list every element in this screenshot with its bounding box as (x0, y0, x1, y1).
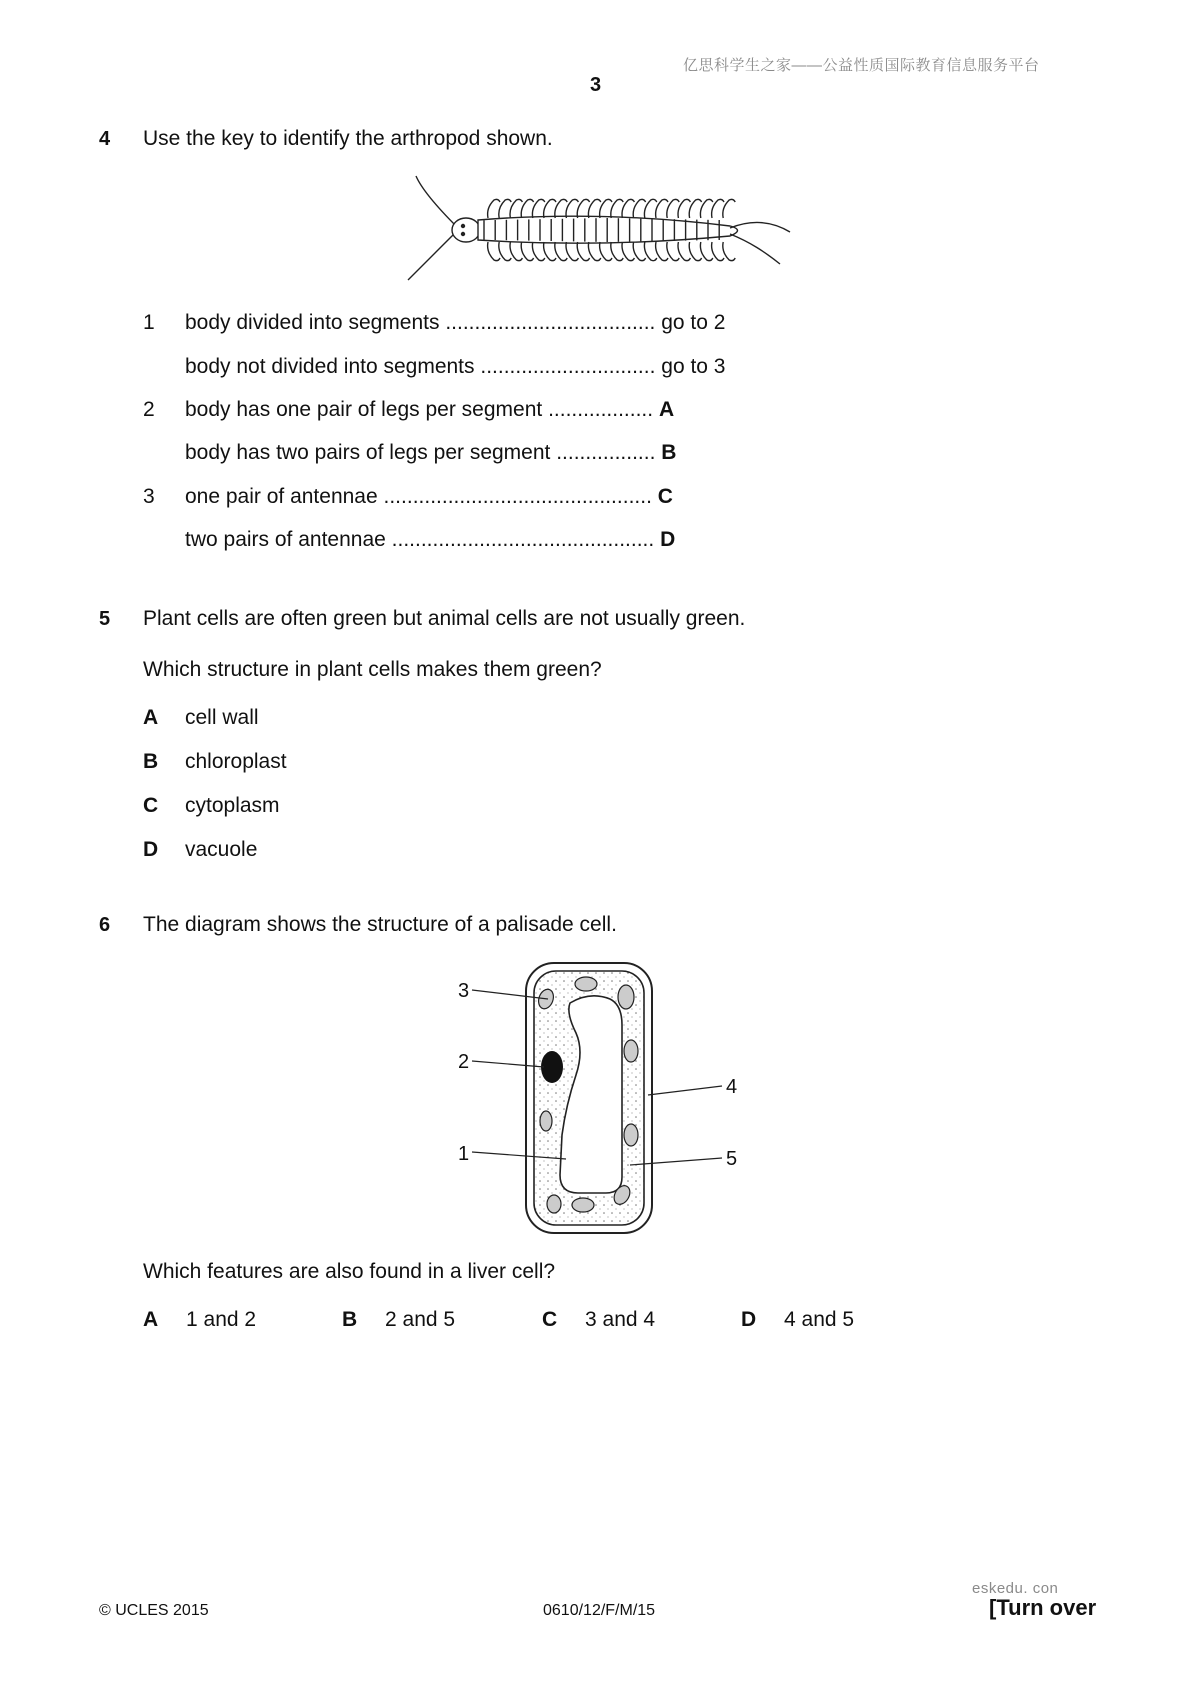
key-result: D (660, 528, 676, 551)
key-row-text (185, 398, 674, 422)
palisade-cell-diagram (450, 955, 750, 1240)
label-3: 3 (458, 980, 470, 1002)
label-5: 5 (726, 1148, 738, 1170)
key-leader-dots: ............................................. (391, 528, 655, 551)
q6-option-b-text: 2 and 5 (385, 1308, 456, 1331)
key-description: two pairs of antennae (185, 528, 386, 551)
key-result: go to 3 (661, 355, 726, 378)
q5-option-a-text: cell wall (185, 706, 259, 729)
q6-option-a-text: 1 and 2 (186, 1308, 257, 1331)
label-2: 2 (458, 1051, 470, 1073)
key-result: go to 2 (661, 311, 726, 334)
key-description: body has two pairs of legs per segment (185, 441, 551, 464)
q6-number: 6 (99, 914, 111, 936)
label-4: 4 (726, 1076, 738, 1098)
key-leader-dots: .................. (548, 398, 654, 421)
key-description: body not divided into segments (185, 355, 475, 378)
key-leader-dots: .................................... (445, 311, 656, 334)
nucleus (541, 1051, 563, 1083)
key-result: B (661, 441, 677, 464)
key-result: C (657, 485, 673, 508)
q5-option-b-letter[interactable]: B (143, 750, 159, 773)
q6-option-d-letter[interactable]: D (741, 1308, 757, 1331)
q4-number: 4 (99, 128, 111, 150)
key-row-text (185, 355, 726, 379)
q5-option-d-text: vacuole (185, 838, 258, 861)
q5-option-c-letter[interactable]: C (143, 794, 159, 817)
q5-question: Which structure in plant cells makes them green? (143, 658, 602, 681)
q5-option-c-text: cytoplasm (185, 794, 280, 817)
footer-copyright: © UCLES 2015 (99, 1602, 209, 1619)
q5-number: 5 (99, 608, 111, 630)
turn-over: [Turn over (989, 1595, 1097, 1620)
q6-option-c-text: 3 and 4 (585, 1308, 656, 1331)
q5-option-a-letter[interactable]: A (143, 706, 159, 729)
key-description: body has one pair of legs per segment (185, 398, 543, 421)
page-number: 3 (590, 74, 602, 96)
q6-question: Which features are also found in a liver cell? (143, 1260, 556, 1283)
key-row-text (185, 528, 675, 552)
q6-text: The diagram shows the structure of a palisade cell. (143, 913, 617, 936)
centipede-illustration (400, 170, 800, 290)
q6-option-d-text: 4 and 5 (784, 1308, 855, 1331)
key-row-text (185, 485, 673, 509)
key-row-text (185, 441, 676, 465)
key-description: one pair of antennae (185, 485, 378, 508)
q6-option-b-letter[interactable]: B (342, 1308, 358, 1331)
footer-watermark: eskedu. con (972, 1580, 1059, 1597)
key-step-number: 3 (143, 485, 155, 508)
label-1: 1 (458, 1143, 470, 1165)
q5-option-d-letter[interactable]: D (143, 838, 159, 861)
q5-text: Plant cells are often green but animal cells are not usually green. (143, 607, 746, 630)
header-watermark: 亿思科学生之家——公益性质国际教育信息服务平台 (683, 57, 1040, 74)
q4-text: Use the key to identify the arthropod shown. (143, 127, 553, 150)
key-row-text (185, 311, 725, 335)
q6-option-c-letter[interactable]: C (542, 1308, 558, 1331)
footer-paper-code: 0610/12/F/M/15 (543, 1602, 656, 1619)
key-description: body divided into segments (185, 311, 440, 334)
key-result: A (658, 398, 675, 421)
key-leader-dots: .............................. (480, 355, 656, 378)
q5-option-b-text: chloroplast (185, 750, 287, 773)
key-step-number: 1 (143, 311, 155, 334)
key-leader-dots: ................. (556, 441, 656, 464)
q6-option-a-letter[interactable]: A (143, 1308, 159, 1331)
key-leader-dots: .............................................. (383, 485, 652, 508)
key-step-number: 2 (143, 398, 155, 421)
